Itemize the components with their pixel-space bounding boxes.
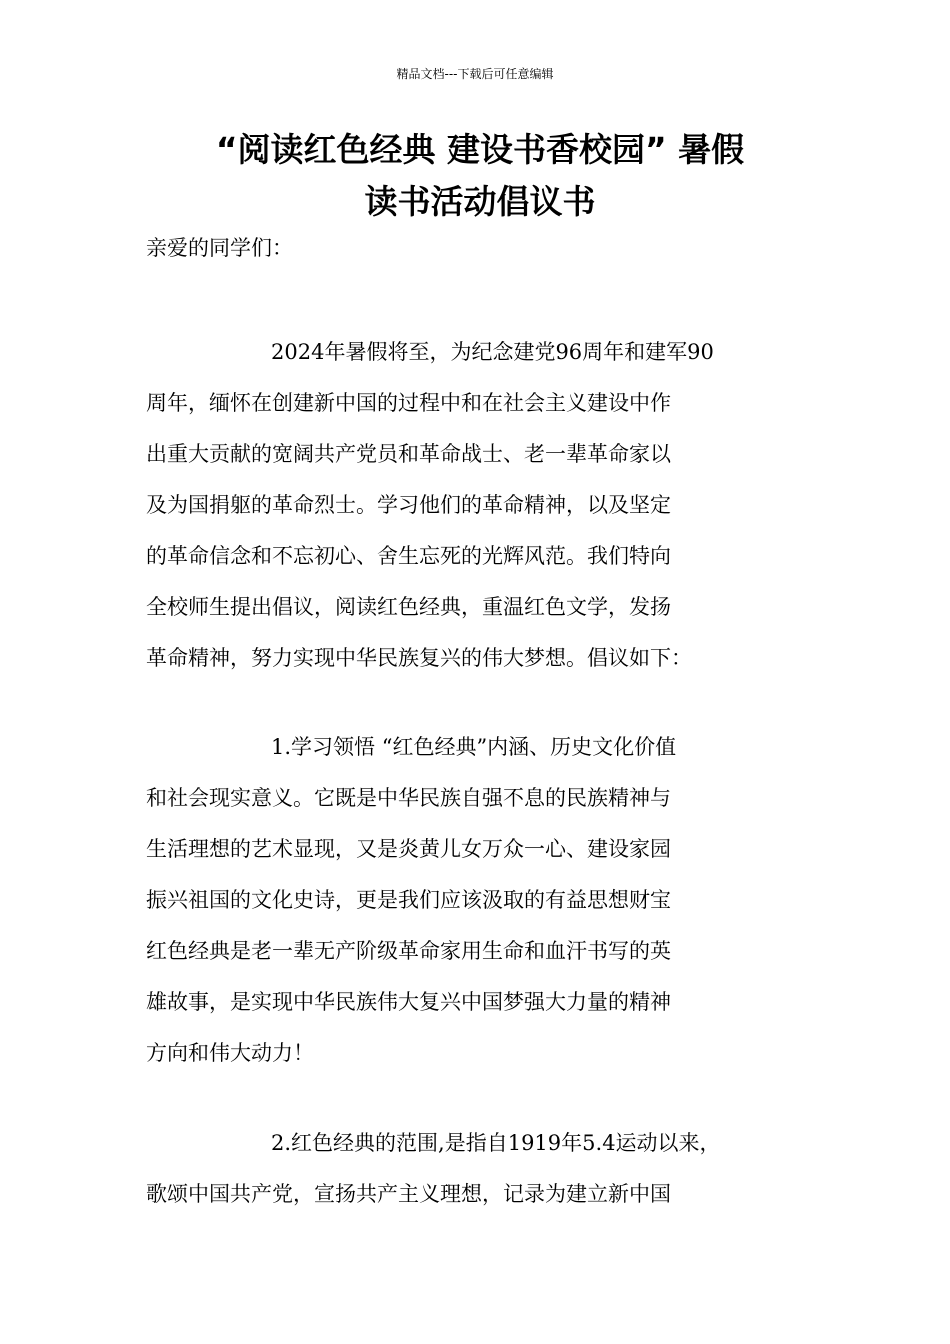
text-line: 歌颂中国共产党，宣扬共产主义理想，记录为建立新中国 bbox=[146, 1182, 671, 1206]
text-line: 及为国捐躯的革命烈士。学习他们的革命精神，以及坚定 bbox=[146, 493, 671, 517]
salutation: 亲爱的同学们： bbox=[146, 236, 293, 260]
text-line: 和社会现实意义。它既是中华民族自强不息的民族精神与 bbox=[146, 786, 671, 810]
text-line: 革命精神，努力实现中华民族复兴的伟大梦想。倡议如下： bbox=[146, 646, 692, 670]
intro-paragraph bbox=[146, 327, 826, 684]
title-line-1: “阅读红色经典 建设书香校园” 暑假 bbox=[215, 130, 745, 169]
text-line: 雄故事，是实现中华民族伟大复兴中国梦强大力量的精神 bbox=[146, 990, 671, 1014]
text-line: 振兴祖国的文化史诗，更是我们应该汲取的有益思想财宝 bbox=[146, 888, 671, 912]
text-line: 生活理想的艺术显现，又是炎黄儿女万众一心、建设家园 bbox=[146, 837, 671, 861]
text-line: 2024年暑假将至，为纪念建党96周年和建军90 bbox=[271, 340, 714, 364]
header-note: 精品文档---下载后可任意编辑 bbox=[396, 67, 554, 81]
text-line: 的革命信念和不忘初心、舍生忘死的光辉风范。我们特向 bbox=[146, 544, 671, 568]
document-title bbox=[130, 124, 830, 228]
text-line: 方向和伟大动力！ bbox=[146, 1041, 314, 1065]
item-1-paragraph bbox=[146, 722, 826, 1079]
text-line: 1.学习领悟 “红色经典”内涵、历史文化价值 bbox=[271, 735, 677, 759]
text-line: 全校师生提出倡议，阅读红色经典，重温红色文学，发扬 bbox=[146, 595, 671, 619]
text-line: 出重大贡献的宽阔共产党员和革命战士、老一辈革命家以 bbox=[146, 442, 671, 466]
text-line: 周年，缅怀在创建新中国的过程中和在社会主义建设中作 bbox=[146, 391, 671, 415]
item-2-paragraph bbox=[146, 1118, 826, 1220]
text-line: 2.红色经典的范围,是指自1919年5.4运动以来， bbox=[271, 1131, 721, 1155]
title-line-2: 读书活动倡议书 bbox=[364, 182, 596, 221]
text-line: 红色经典是老一辈无产阶级革命家用生命和血汗书写的英 bbox=[146, 939, 671, 963]
